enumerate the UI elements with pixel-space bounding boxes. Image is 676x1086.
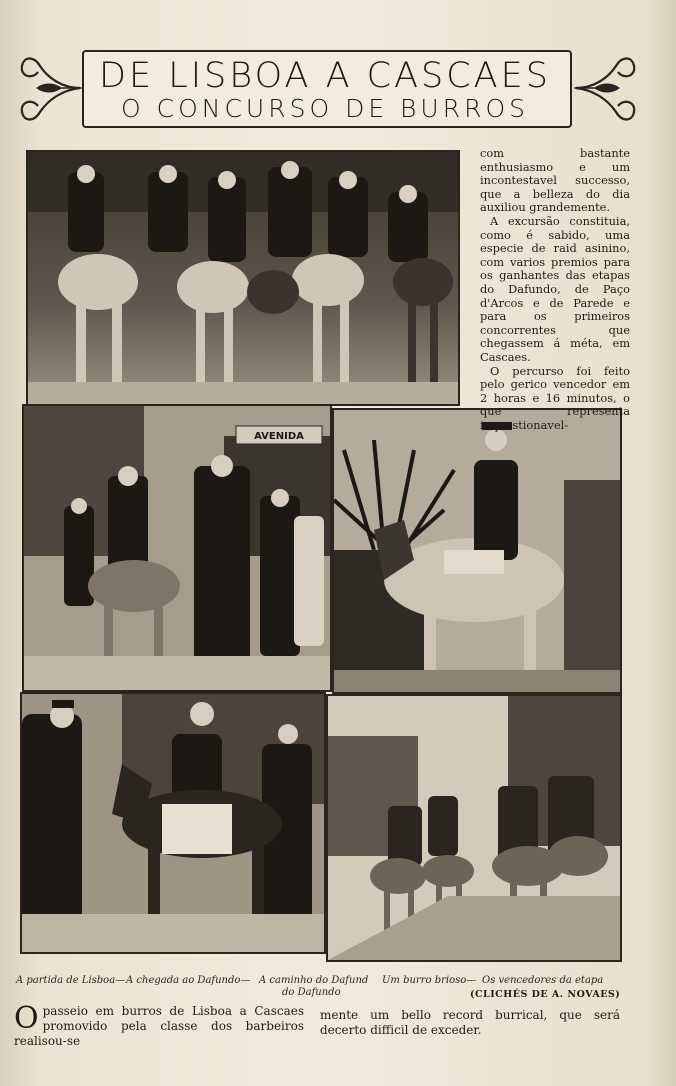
dafundo-road-photo <box>332 408 622 694</box>
title-banner <box>18 46 638 132</box>
flourish-ornament-icon <box>572 48 638 128</box>
flourish-ornament-icon <box>18 48 84 128</box>
intro-text: passeio em burros de Lisboa a Cascaes promovido pela classe dos barbeiros realisou-se <box>14 1004 304 1048</box>
departure-photo <box>26 150 460 406</box>
page-subtitle: O CONCURSO DE BURROS <box>120 94 530 123</box>
caption-winners: Os vencedores da etapa <box>482 975 604 986</box>
column-paragraph-3: O percurso foi feito pelo gerico vencedor em 2 horas e 16 minutos, o que representa inquestionavel- <box>480 363 630 432</box>
page-title: DE LISBOA A CASCAES <box>99 56 551 96</box>
caption-departure: A partida de Lisboa— <box>16 975 126 986</box>
article-intro <box>14 1001 304 1049</box>
avenida-sign-text: AVENIDA <box>254 431 304 442</box>
column-paragraph-1: com bastante enthusiasmo e um incontestavel successo, que a belleza do dia auxiliou grandemente. <box>480 146 630 215</box>
article-column <box>480 147 630 432</box>
dafundo-arrival-photo <box>22 404 332 692</box>
caption-road-line2: do Dafundo <box>282 987 341 998</box>
caption-road: A caminho do Dafund <box>259 975 369 986</box>
photo-credit: (CLICHÉS DE A. NOVAES) <box>470 989 621 1000</box>
spirited-donkey-photo <box>20 692 326 954</box>
caption-arrival: A chegada ao Dafundo— <box>126 975 251 986</box>
article-conclusion: mente um bello record burrical, que será decerto difficil de exceder. <box>320 1008 620 1037</box>
caption-donkey: Um burro brioso— <box>382 975 477 986</box>
stage-winners-photo <box>326 694 622 962</box>
drop-cap: O <box>14 1001 39 1036</box>
column-paragraph-2: A excursão constituia, como é sabido, uma especie de raid asinino, com varios premios para os ganhantes das etapas do Dafundo, de Paço d'Arcos e de Parede e para os primeiros concorrentes que chegassem á méta, em Cascaes. <box>480 213 630 364</box>
